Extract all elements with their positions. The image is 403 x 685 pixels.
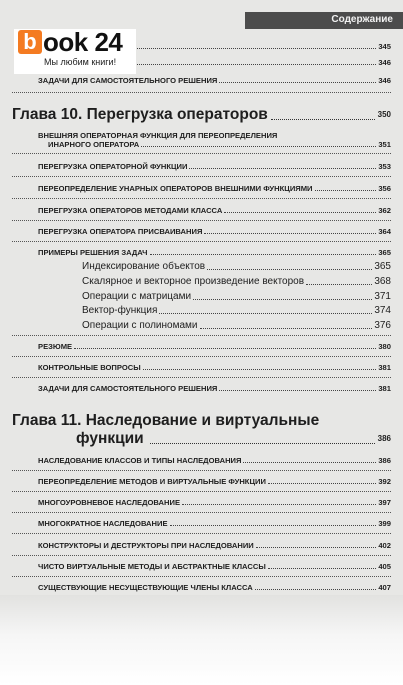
toc-page-number: 346	[378, 76, 391, 85]
toc-page-number: 381	[378, 363, 391, 372]
toc-page-number: 402	[378, 541, 391, 550]
toc-page-number: 381	[378, 384, 391, 393]
toc-subentry[interactable]	[82, 276, 391, 288]
toc-entry-title: ПЕРЕГРУЗКА ОПЕРАТОРНОЙ ФУНКЦИИ	[38, 162, 188, 171]
toc-entry-title: ПЕРЕГРУЗКА ОПЕРАТОРА ПРИСВАИВАНИЯ	[38, 227, 203, 236]
toc-page-number: 362	[378, 206, 391, 215]
toc-page-number: 374	[374, 305, 391, 316]
toc-page-number: 376	[374, 320, 391, 331]
chapter-page-number: 386	[377, 434, 391, 443]
logo-slogan: Мы любим книги!	[44, 57, 117, 67]
toc-subentry[interactable]	[82, 291, 391, 303]
toc-entry[interactable]	[38, 248, 391, 257]
toc-subentry-title: Индексирование объектов	[82, 261, 206, 272]
chapter-title: Глава 11. Наследование и виртуальные	[12, 412, 320, 429]
toc-entry-title: РЕЗЮМЕ	[38, 342, 73, 351]
chapter-page-number: 350	[377, 110, 391, 119]
divider	[12, 92, 391, 93]
divider	[12, 153, 391, 154]
divider	[12, 356, 391, 357]
divider	[12, 241, 391, 242]
divider	[12, 491, 391, 492]
toc-entry[interactable]	[38, 342, 391, 351]
section-header-label: Содержание	[331, 14, 393, 25]
toc-entry-title: ПЕРЕОПРЕДЕЛЕНИЕ МЕТОДОВ И ВИРТУАЛЬНЫЕ ФУНКЦИИ	[38, 477, 266, 486]
toc-entry-title: ЧИСТО ВИРТУАЛЬНЫЕ МЕТОДЫ И АБСТРАКТНЫЕ КЛАССЫ	[38, 562, 266, 571]
toc-entry[interactable]	[38, 498, 391, 507]
toc-entry[interactable]	[38, 456, 391, 465]
toc-page-number: 365	[374, 261, 391, 272]
logo-mark: b	[18, 30, 42, 54]
toc-page-number: 353	[378, 162, 391, 171]
toc-entry-title: СУЩЕСТВУЮЩИЕ НЕСУЩЕСТВУЮЩИЕ ЧЛЕНЫ КЛАССА	[38, 583, 253, 592]
chapter-title-continued: функции	[76, 430, 144, 447]
toc-entry[interactable]	[38, 363, 391, 372]
divider	[12, 555, 391, 556]
toc-subentry-title: Скалярное и векторное произведение векторов	[82, 276, 305, 287]
toc-entry-title-continued: ИНАРНОГО ОПЕРАТОРА	[48, 140, 140, 149]
divider	[12, 377, 391, 378]
divider	[12, 220, 391, 221]
divider	[12, 335, 391, 336]
toc-entry[interactable]	[38, 583, 391, 592]
toc-entry[interactable]	[38, 477, 391, 486]
toc-entry-title: МНОГОКРАТНОЕ НАСЛЕДОВАНИЕ	[38, 519, 168, 528]
toc-subentry-title: Вектор-функция	[82, 305, 158, 316]
toc-entry-title: ЗАДАЧИ ДЛЯ САМОСТОЯТЕЛЬНОГО РЕШЕНИЯ	[38, 384, 218, 393]
toc-page-number: 346	[378, 58, 391, 67]
chapter-10-heading[interactable]	[12, 106, 391, 124]
toc-entry-title: КОНСТРУКТОРЫ И ДЕСТРУКТОРЫ ПРИ НАСЛЕДОВАНИИ	[38, 541, 254, 550]
chapter-11-heading[interactable]	[12, 412, 391, 448]
toc-page-number: 397	[378, 498, 391, 507]
toc-subentry[interactable]	[82, 261, 391, 273]
toc-page-number: 371	[374, 291, 391, 302]
toc-entry[interactable]	[38, 384, 391, 393]
toc-subentry-title: Операции с полиномами	[82, 320, 198, 331]
toc-entry[interactable]	[38, 541, 391, 550]
toc-page-number: 365	[378, 248, 391, 257]
toc-entry-title: НАСЛЕДОВАНИЕ КЛАССОВ И ТИПЫ НАСЛЕДОВАНИЯ	[38, 456, 242, 465]
toc-entry-title: ПЕРЕГРУЗКА ОПЕРАТОРОВ МЕТОДАМИ КЛАССА	[38, 206, 223, 215]
divider	[12, 533, 391, 534]
toc-entry[interactable]	[38, 519, 391, 528]
toc-page-number: 345	[378, 42, 391, 51]
toc-page-number: 399	[378, 519, 391, 528]
divider	[12, 470, 391, 471]
toc-page-number: 380	[378, 342, 391, 351]
toc-entry[interactable]	[38, 562, 391, 571]
toc-subentry-title: Операции с матрицами	[82, 291, 192, 302]
divider	[12, 176, 391, 177]
page-bottom-shadow	[0, 595, 403, 685]
toc-page-number: 392	[378, 477, 391, 486]
toc-entry-title: ПЕРЕОПРЕДЕЛЕНИЕ УНАРНЫХ ОПЕРАТОРОВ ВНЕШНИМИ ФУНКЦИЯМИ	[38, 184, 313, 193]
toc-entry-title: КОНТРОЛЬНЫЕ ВОПРОСЫ	[38, 363, 141, 372]
divider	[12, 198, 391, 199]
toc-subentry[interactable]	[82, 305, 391, 317]
toc-entry[interactable]	[38, 227, 391, 236]
toc-entry[interactable]	[38, 162, 391, 171]
toc-entry-title: ВНЕШНЯЯ ОПЕРАТОРНАЯ ФУНКЦИЯ ДЛЯ ПЕРЕОПРЕДЕЛЕНИЯ	[38, 131, 278, 140]
toc-entry[interactable]	[38, 76, 391, 85]
book24-logo	[14, 29, 136, 74]
toc-page-number: 386	[378, 456, 391, 465]
divider	[12, 576, 391, 577]
divider	[12, 512, 391, 513]
toc-page-number: 407	[378, 583, 391, 592]
toc-subentry[interactable]	[82, 320, 391, 332]
toc-entry[interactable]	[38, 184, 391, 193]
toc-page-number: 356	[378, 184, 391, 193]
chapter-title: Глава 10. Перегрузка операторов	[12, 106, 268, 123]
toc-page-number: 405	[378, 562, 391, 571]
toc-entry[interactable]	[38, 131, 391, 149]
toc-entry-title: ПРИМЕРЫ РЕШЕНИЯ ЗАДАЧ	[38, 248, 148, 257]
logo-wordmark: ook 24	[43, 27, 123, 57]
toc-page-number: 368	[374, 276, 391, 287]
toc-entry-title: ЗАДАЧИ ДЛЯ САМОСТОЯТЕЛЬНОГО РЕШЕНИЯ	[38, 76, 218, 85]
toc-entry[interactable]	[38, 206, 391, 215]
toc-page-number: 351	[378, 140, 391, 149]
toc-page-number: 364	[378, 227, 391, 236]
toc-entry-title: МНОГОУРОВНЕВОЕ НАСЛЕДОВАНИЕ	[38, 498, 181, 507]
